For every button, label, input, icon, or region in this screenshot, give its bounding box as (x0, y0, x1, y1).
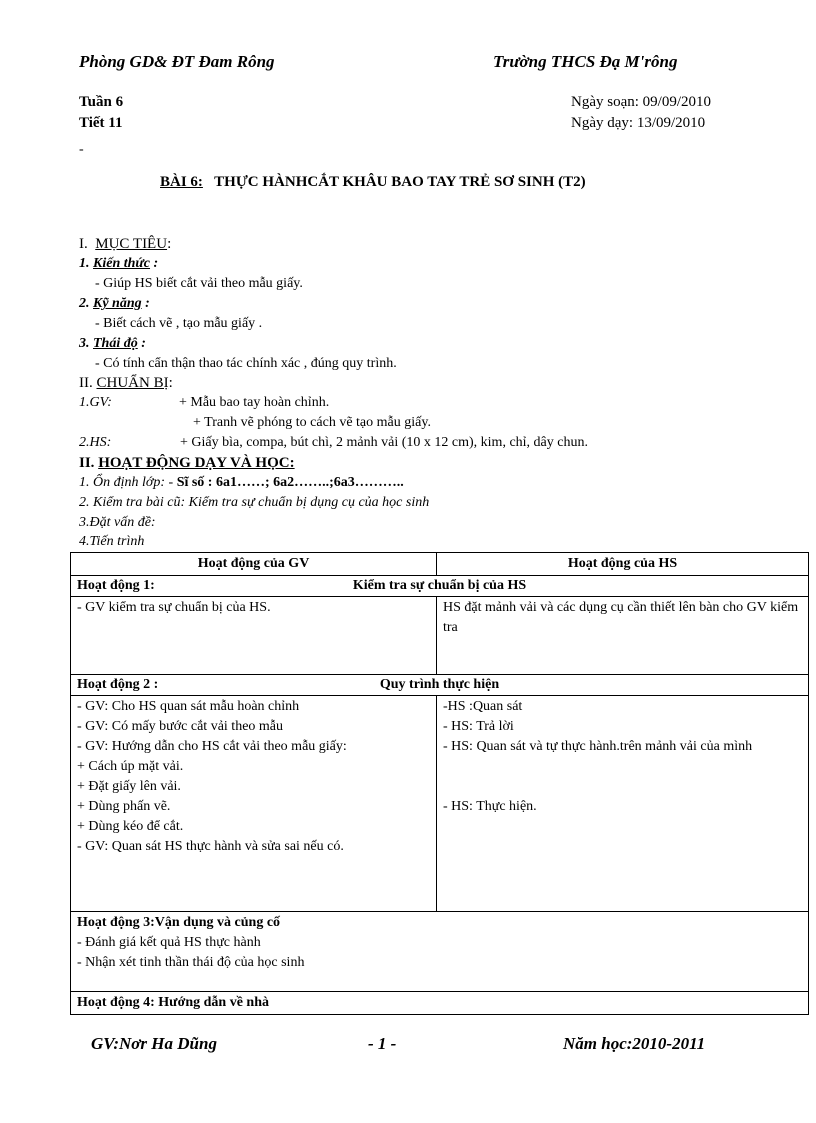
act2-gv-line: - GV: Cho HS quan sát mẫu hoàn chỉnh (77, 699, 300, 714)
act1-gv-cell: - GV kiểm tra sự chuẩn bị của HS. (71, 597, 437, 675)
attitude-colon: : (137, 336, 146, 351)
act1-title: Kiểm tra sự chuẩn bị của HS (352, 578, 527, 593)
act2-gv-line: - GV: Hướng dẫn cho HS cắt vải theo mẫu giấy: (77, 739, 347, 754)
section3-num: II. (79, 455, 95, 471)
section1-heading (79, 234, 171, 254)
section1-title: MỤC TIÊU (95, 236, 168, 252)
step-2 (79, 493, 429, 513)
teach-date: Ngày dạy: 13/09/2010 (571, 115, 706, 131)
skill-text: - Biết cách vẽ , tạo mẫu giấy . (95, 316, 263, 331)
act2-hs-line: - HS: Quan sát và tự thực hành.trên mảnh vải của mình (443, 739, 753, 754)
lesson-title: THỰC HÀNHCẮT KHÂU BAO TAY TRẺ SƠ SINH (T2) (214, 174, 586, 190)
act4-row (71, 992, 809, 1015)
act2-gv-line: + Dùng kéo để cắt. (77, 819, 184, 834)
act3-heading (77, 913, 802, 933)
footer-school-year: Năm học:2010-2011 (563, 1034, 706, 1053)
act4-title: Hướng dẫn về nhà (158, 995, 269, 1010)
skill-title: Kỹ năng (93, 296, 142, 311)
activity-table (70, 552, 809, 1015)
act2-label: Hoạt động 2 : (77, 677, 159, 692)
act1-label: Hoạt động 1: (77, 578, 155, 593)
act2-hs-line: - HS: Trả lời (443, 719, 514, 734)
act3-line: - Nhận xét tinh thần thái độ của học sinh (77, 955, 305, 970)
lesson-title-line (160, 174, 586, 191)
hs-item-1: + Giấy bìa, compa, bút chì, 2 mảnh vải (10 x 12 cm), kim, chỉ, dây chun. (180, 435, 588, 450)
spacer (443, 757, 802, 797)
period-label: Tiết 11 (79, 115, 123, 131)
step-1 (79, 473, 404, 493)
step-1-value: Sĩ số : 6a1……; 6a2……..;6a3……….. (176, 475, 404, 490)
section1-num: I. (79, 236, 88, 252)
step-1-label: 1. Ổn định lớp: - (79, 475, 174, 490)
gv-label: 1.GV: (79, 395, 112, 410)
section2-num: II. (79, 375, 93, 391)
act1-hs-cell: HS đặt mảnh vải và các dụng cụ cần thiết lên bàn cho GV kiểm tra (437, 597, 809, 675)
attitude-num: 3. (79, 336, 90, 351)
section3-title: HOẠT ĐỘNG DẠY VÀ HỌC: (98, 455, 295, 471)
act2-gv-line: + Đặt giấy lên vải. (77, 779, 181, 794)
act2-gv-line: + Dùng phấn vẽ. (77, 799, 171, 814)
dash-mark: - (79, 142, 84, 157)
attitude-text: - Có tính cẩn thận thao tác chính xác , đúng quy trình. (95, 356, 397, 371)
act2-hs-cell (437, 696, 809, 912)
act2-gv-cell (71, 696, 437, 912)
knowledge-text: - Giúp HS biết cắt vải theo mẫu giấy. (95, 276, 303, 291)
act3-row (71, 912, 809, 992)
col-hs-header: Hoạt động của HS (437, 553, 809, 576)
table-header-row (71, 553, 809, 576)
act2-gv-line: + Cách úp mặt vải. (77, 759, 184, 774)
step-2-label: 2. Kiểm tra bài cũ: (79, 495, 186, 510)
section2-colon: : (168, 375, 173, 391)
act2-gv-line: - GV: Có mấy bước cắt vải theo mẫu (77, 719, 284, 734)
skill-heading (79, 294, 150, 314)
knowledge-title: Kiến thức (93, 256, 151, 271)
attitude-title: Thái độ (93, 336, 138, 351)
act4-heading (77, 993, 802, 1013)
week-label: Tuần 6 (79, 94, 124, 110)
act1-title-row (71, 576, 809, 597)
act2-gv-line: - GV: Quan sát HS thực hành và sửa sai nếu có. (77, 839, 344, 854)
header-school-name: Trường THCS Đạ M'rông (493, 52, 678, 71)
hs-label: 2.HS: (79, 435, 112, 450)
act3-label: Hoạt động 3: (77, 915, 155, 930)
skill-colon: : (141, 296, 150, 311)
prep-date: Ngày soạn: 09/09/2010 (571, 94, 711, 110)
act2-content-row (71, 696, 809, 912)
section3-heading (79, 453, 295, 473)
gv-item-2: + Tranh vẽ phóng to cách vẽ tạo mẫu giấy. (193, 415, 431, 430)
knowledge-num: 1. (79, 256, 90, 271)
knowledge-colon: : (150, 256, 159, 271)
section2-title: CHUẨN BỊ (96, 375, 169, 391)
skill-num: 2. (79, 296, 90, 311)
act2-title-row (71, 675, 809, 696)
col-gv-header: Hoạt động của GV (71, 553, 437, 576)
section1-colon: : (167, 236, 172, 252)
act3-title: Vận dụng và củng cố (154, 915, 281, 930)
step-2-value: Kiểm tra sự chuẩn bị dụng cụ của học sinh (188, 495, 430, 510)
act1-content-row (71, 597, 809, 675)
header-school-office: Phòng GD& ĐT Đam Rông (79, 52, 275, 71)
act2-hs-line: -HS :Quan sát (443, 699, 523, 714)
section2-heading (79, 373, 173, 393)
act4-label: Hoạt động 4: (77, 995, 155, 1010)
knowledge-heading (79, 254, 158, 274)
act2-title: Quy trình thực hiện (379, 677, 500, 692)
footer-page-number: - 1 - (368, 1034, 397, 1053)
step-3: 3.Đặt vấn đề: (79, 515, 156, 530)
attitude-heading (79, 334, 146, 354)
act3-line: - Đánh giá kết quả HS thực hành (77, 935, 261, 950)
step-4: 4.Tiến trình (79, 534, 145, 549)
gv-item-1: + Mẫu bao tay hoàn chỉnh. (179, 395, 330, 410)
lesson-label: BÀI 6: (160, 174, 203, 190)
act2-hs-line: - HS: Thực hiện. (443, 799, 537, 814)
footer-teacher: GV:Nơr Ha Dũng (91, 1034, 217, 1053)
